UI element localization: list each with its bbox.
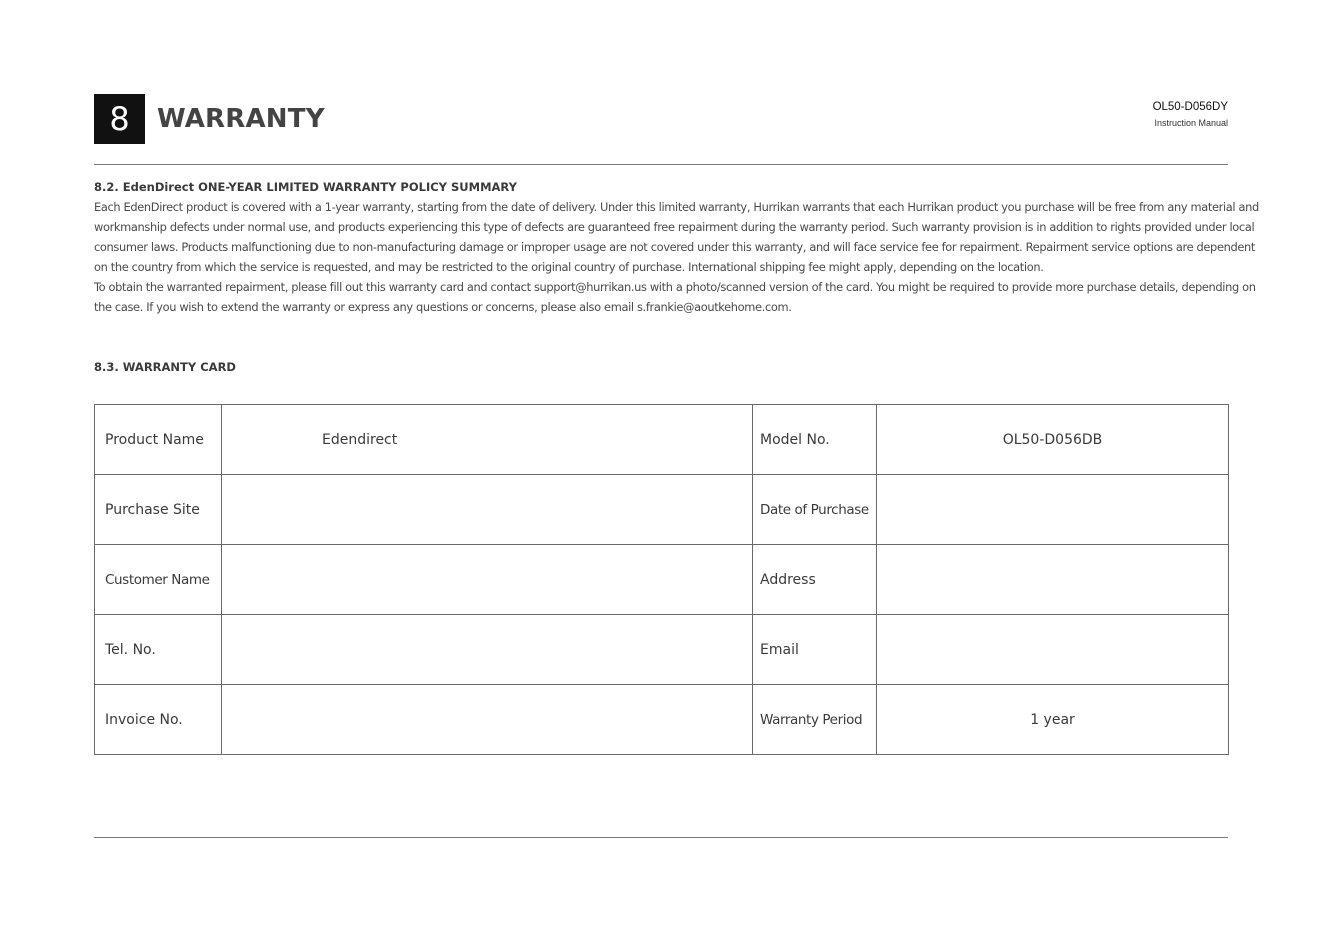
policy-heading: 8.2. EdenDirect ONE-YEAR LIMITED WARRANTY POLICY SUMMARY (94, 180, 517, 194)
warranty-card-table (94, 404, 1229, 755)
customer-name-label: Customer Name (95, 545, 222, 615)
date-of-purchase-value[interactable] (877, 475, 1229, 545)
top-divider (94, 164, 1228, 165)
warranty-period-value[interactable]: 1 year (877, 685, 1229, 755)
policy-text (94, 197, 1269, 317)
bottom-divider (94, 837, 1228, 838)
table-row (95, 475, 1229, 545)
document-type: Instruction Manual (1154, 118, 1228, 128)
table-row (95, 405, 1229, 475)
section-title: WARRANTY (157, 104, 325, 134)
invoice-no-value[interactable] (222, 685, 753, 755)
product-name-label: Product Name (95, 405, 222, 475)
address-label: Address (753, 545, 877, 615)
table-row (95, 615, 1229, 685)
purchase-site-label: Purchase Site (95, 475, 222, 545)
table-row (95, 685, 1229, 755)
tel-no-value[interactable] (222, 615, 753, 685)
email-value[interactable] (877, 615, 1229, 685)
section-number-badge: 8 (94, 94, 145, 144)
table-row (95, 545, 1229, 615)
invoice-no-label: Invoice No. (95, 685, 222, 755)
customer-name-value[interactable] (222, 545, 753, 615)
email-label: Email (753, 615, 877, 685)
address-value[interactable] (877, 545, 1229, 615)
date-of-purchase-label: Date of Purchase (753, 475, 877, 545)
purchase-site-value[interactable] (222, 475, 753, 545)
tel-no-label: Tel. No. (95, 615, 222, 685)
product-name-value[interactable]: Edendirect (222, 405, 753, 475)
model-code: OL50-D056DY (1152, 101, 1228, 113)
model-no-value[interactable]: OL50-D056DB (877, 405, 1229, 475)
policy-paragraph-1: Each EdenDirect product is covered with a 1-year warranty, starting from the date of delivery. Under this limited warranty, Hurrikan warrants that each Hurrikan product you purchase will be free from any material and workmanship defects under normal use, and products experiencing this type of defects are guaranteed free repairment during the warranty period. Such warranty provision is in addition to rights provided under local consumer laws. Products malfunctioning due to non-manufacturing damage or improper usage are not covered under this warranty, and will face service fee for repairment. Repairment service options are dependent on the country from which the service is requested, and may be restricted to the original country of purchase. International shipping fee might apply, depending on the location. (94, 200, 1259, 274)
model-no-label: Model No. (753, 405, 877, 475)
policy-paragraph-2: To obtain the warranted repairment, please fill out this warranty card and contact support@hurrikan.us with a photo/scanned version of the card. You might be required to provide more purchase details, depending on the case. If you wish to extend the warranty or express any questions or concerns, please also email s.frankie@aoutkehome.com. (94, 280, 1256, 314)
card-heading: 8.3. WARRANTY CARD (94, 360, 236, 374)
warranty-period-label: Warranty Period (753, 685, 877, 755)
